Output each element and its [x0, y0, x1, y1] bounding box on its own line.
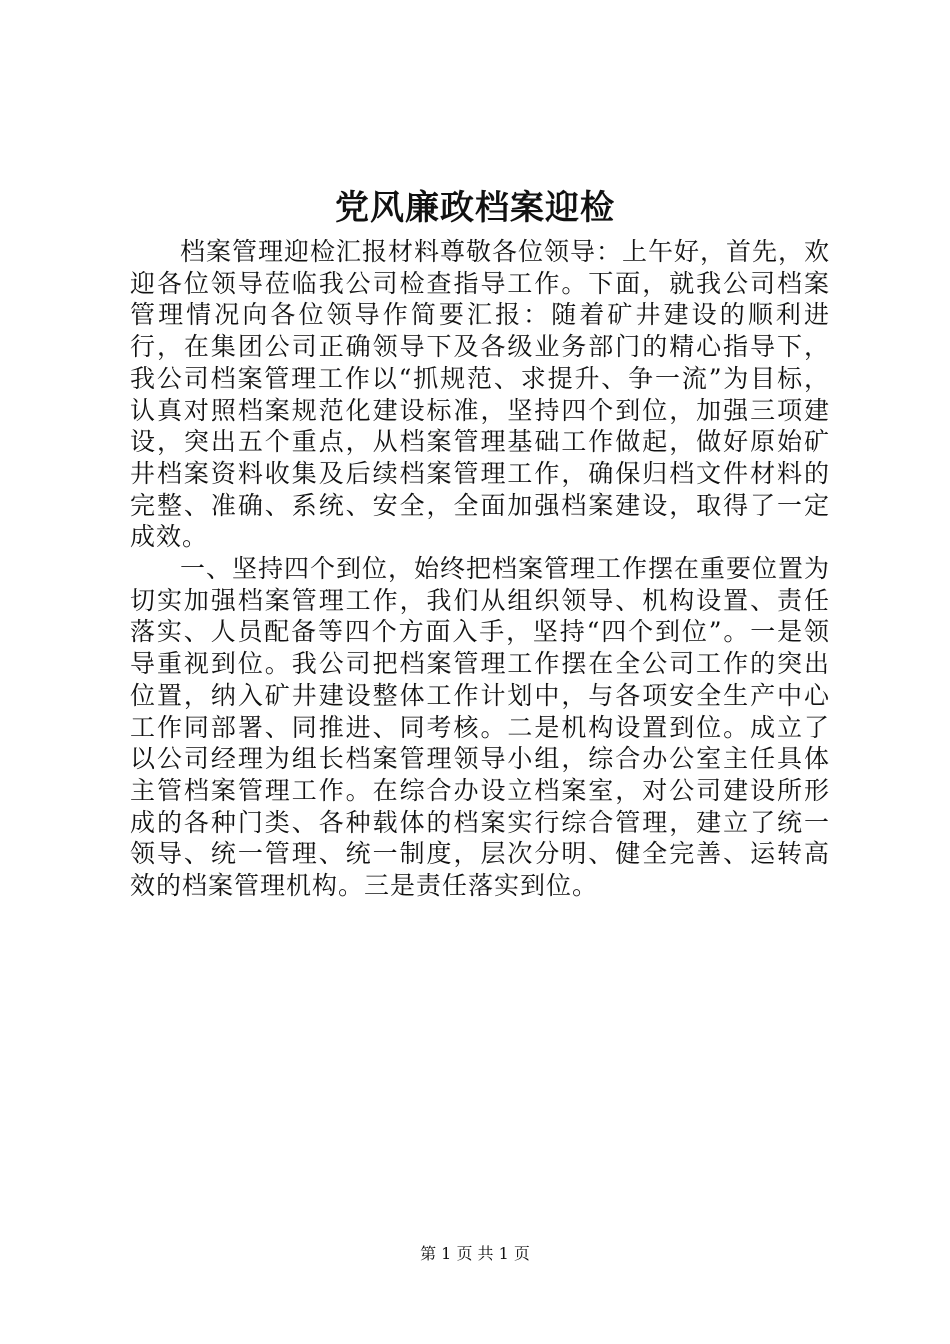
- body-paragraph-1: 档案管理迎检汇报材料尊敬各位领导：上午好，首先，欢迎各位领导莅临我公司检查指导工作。下面，就我公司档案管理情况向各位领导作简要汇报：随着矿井建设的顺利进行，在集团公司正确领导下及各级业务部门的精心指导下，我公司档案管理工作以“抓规范、求提升、争一流”为目标，认真对照档案规范化建设标准，坚持四个到位，加强三项建设，突出五个重点，从档案管理基础工作做起，做好原始矿井档案资料收集及后续档案管理工作，确保归档文件材料的完整、准确、系统、安全，全面加强档案建设，取得了一定成效。: [130, 237, 831, 552]
- body-paragraph-2: 一、坚持四个到位，始终把档案管理工作摆在重要位置为切实加强档案管理工作，我们从组织领导、机构设置、责任落实、人员配备等四个方面入手，坚持“四个到位”。一是领导重视到位。我公司把档案管理工作摆在全公司工作的突出位置，纳入矿井建设整体工作计划中，与各项安全生产中心工作同部署、同推进、同考核。二是机构设置到位。成立了以公司经理为组长档案管理领导小组，综合办公室主任具体主管档案管理工作。在综合办设立档案室，对公司建设所形成的各种门类、各种载体的档案实行综合管理，建立了统一领导、统一管理、统一制度，层次分明、健全完善、运转高效的档案管理机构。三是责任落实到位。: [130, 554, 831, 901]
- document-body: [130, 236, 830, 902]
- document-title: 党风廉政档案迎检: [335, 188, 615, 228]
- page-footer: 第 1 页 共 1 页: [420, 1244, 530, 1263]
